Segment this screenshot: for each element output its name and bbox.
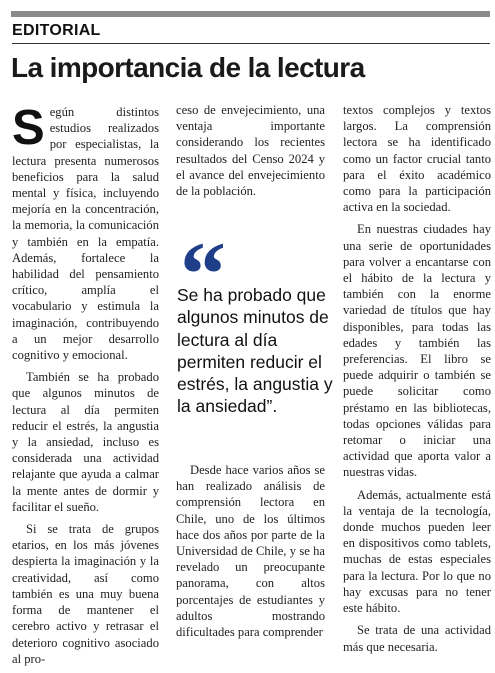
section-divider [12, 43, 490, 44]
article-column-2 [176, 102, 325, 205]
paragraph: También se ha probado que algunos minutos de lectura al día permiten reducir el estrés, la angustia y la ansiedad, incluso es considerada una actividad relajante que ayuda a calmar la mente antes de dormir y facilitar el sueño. [12, 370, 159, 514]
drop-cap: S [12, 101, 45, 155]
pull-quote: Se ha probado que algunos minutos de lectura al día permiten reducir el estrés, la angustia y la ansiedad”. [177, 285, 333, 417]
article-column-1 [12, 101, 159, 673]
article-column-2-lower [176, 462, 325, 646]
paragraph: ceso de envejecimiento, una ventaja importante considerando los recientes resultados del Censo 2024 y el avance del envejecimiento de la población. [176, 103, 325, 199]
paragraph: Se trata de una actividad más que necesaria. [343, 623, 491, 654]
top-bar [11, 11, 490, 17]
paragraph: Además, actualmente está la ventaja de la tecnología, donde muchos pueden leer en dispositivos como tablets, muchas de estas especiales para la lectura. Por lo que no hay excusas para no tener este hábito. [343, 487, 491, 616]
paragraph [12, 101, 159, 363]
paragraph: Desde hace varios años se han realizado análisis de comprensión lectora en Chile, uno de los últimos hace dos años por parte de la Universidad de Chile, y se ha revelado un preocupante panorama, con altos porcentajes de estudiantes y adultos mostrando dificultades para comprender [176, 463, 325, 640]
article-column-3 [343, 102, 491, 661]
paragraph-text: egún distintos estudios realizados por especialistas, la lectura presenta numerosos beneficios para la salud mental y física, incluyendo mejoría en la concentración, la memoria, la comunicación y también en la empatía. Además, fortalece la habilidad del pensamiento crítico, amplía el vocabulario y estimula la imaginación, contribuyendo a un mejor desarrollo cognitivo y emocional. [12, 105, 159, 363]
quote-mark-icon: “ [180, 223, 218, 325]
paragraph: textos complejos y textos largos. La comprensión lectora se ha identificado como un factor crucial tanto para el éxito académico como para la participación activa en la sociedad. [343, 103, 491, 215]
paragraph: Si se trata de grupos etarios, en los más jóvenes despierta la imaginación y la creatividad, así como también es una muy buena forma de mantener el cerebro activo y retrasar el deterioro cognitivo asociado al pro- [12, 522, 159, 666]
section-label: EDITORIAL [12, 22, 101, 39]
paragraph: En nuestras ciudades hay una serie de oportunidades para volver a encantarse con el hábito de la lectura y también con la enorme variedad de títulos que hay disponibles, para todas las edades y también las preferencias. El libro se puede adquirir o también se puede solicitar como préstamo en las bibliotecas, todas opciones válidas para retomar o iniciar una actividad que aporta valor a nuestras vidas. [343, 222, 491, 480]
page-title: La importancia de la lectura [11, 52, 365, 83]
